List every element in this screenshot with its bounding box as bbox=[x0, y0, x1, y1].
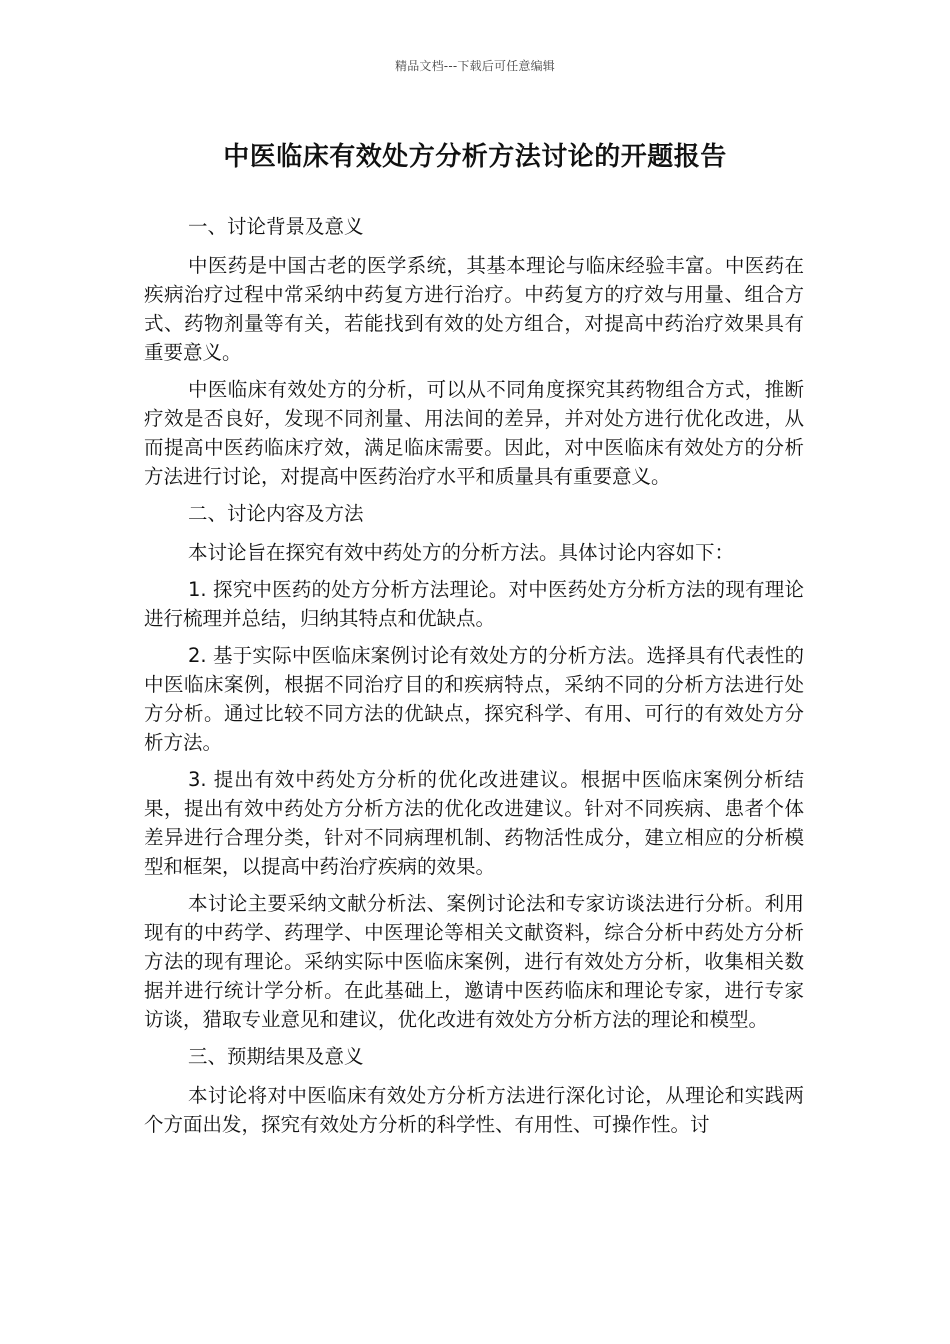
section-heading-content-methods: 二、讨论内容及方法 bbox=[188, 502, 364, 525]
paragraph: 本讨论旨在探究有效中药处方的分析方法。具体讨论内容如下： bbox=[188, 541, 735, 564]
paragraph: 中医药是中国古老的医学系统，其基本理论与临床经验丰富。中医药在疾病治疗过程中常采纳中药复方进行治疗。中药复方的疗效与用量、组合方式、药物剂量等有关，若能找到有效的处方组合，对提高中药治疗效果具有重要意义。 bbox=[144, 254, 804, 364]
numbered-item-2: 2. 基于实际中医临床案例讨论有效处方的分析方法。选择具有代表性的中医临床案例，根据不同治疗目的和疾病特点，采纳不同的分析方法进行处方分析。通过比较不同方法的优缺点，探究科学、有用、可行的有效处方分析方法。 bbox=[144, 644, 804, 754]
numbered-item-1: 1. 探究中医药的处方分析方法理论。对中医药处方分析方法的现有理论进行梳理并总结，归纳其特点和优缺点。 bbox=[144, 578, 804, 630]
section-heading-background: 一、讨论背景及意义 bbox=[188, 215, 364, 238]
document-body bbox=[144, 212, 804, 1147]
paragraph: 中医临床有效处方的分析，可以从不同角度探究其药物组合方式，推断疗效是否良好，发现不同剂量、用法间的差异，并对处方进行优化改进，从而提高中医药临床疗效，满足临床需要。因此，对中医临床有效处方的分析方法进行讨论，对提高中医药治疗水平和质量具有重要意义。 bbox=[144, 378, 804, 488]
header-note: 精品文档---下载后可任意编辑 bbox=[395, 59, 555, 73]
paragraph: 本讨论主要采纳文献分析法、案例讨论法和专家访谈法进行分析。利用现有的中药学、药理学、中医理论等相关文献资料，综合分析中药处方分析方法的现有理论。采纳实际中医临床案例，进行有效处方分析，收集相关数据并进行统计学分析。在此基础上，邀请中医药临床和理论专家，进行专家访谈，猎取专业意见和建议，优化改进有效处方分析方法的理论和模型。 bbox=[144, 892, 804, 1031]
paragraph: 本讨论将对中医临床有效处方分析方法进行深化讨论，从理论和实践两个方面出发，探究有效处方分析的科学性、有用性、可操作性。讨 bbox=[144, 1084, 804, 1136]
section-heading-expected-results: 三、预期结果及意义 bbox=[188, 1045, 364, 1068]
numbered-item-3: 3. 提出有效中药处方分析的优化改进建议。根据中医临床案例分析结果，提出有效中药处方分析方法的优化改进建议。针对不同疾病、患者个体差异进行合理分类，针对不同病理机制、药物活性成分，建立相应的分析模型和框架，以提高中药治疗疾病的效果。 bbox=[144, 768, 804, 878]
document-title: 中医临床有效处方分析方法讨论的开题报告 bbox=[223, 142, 727, 172]
